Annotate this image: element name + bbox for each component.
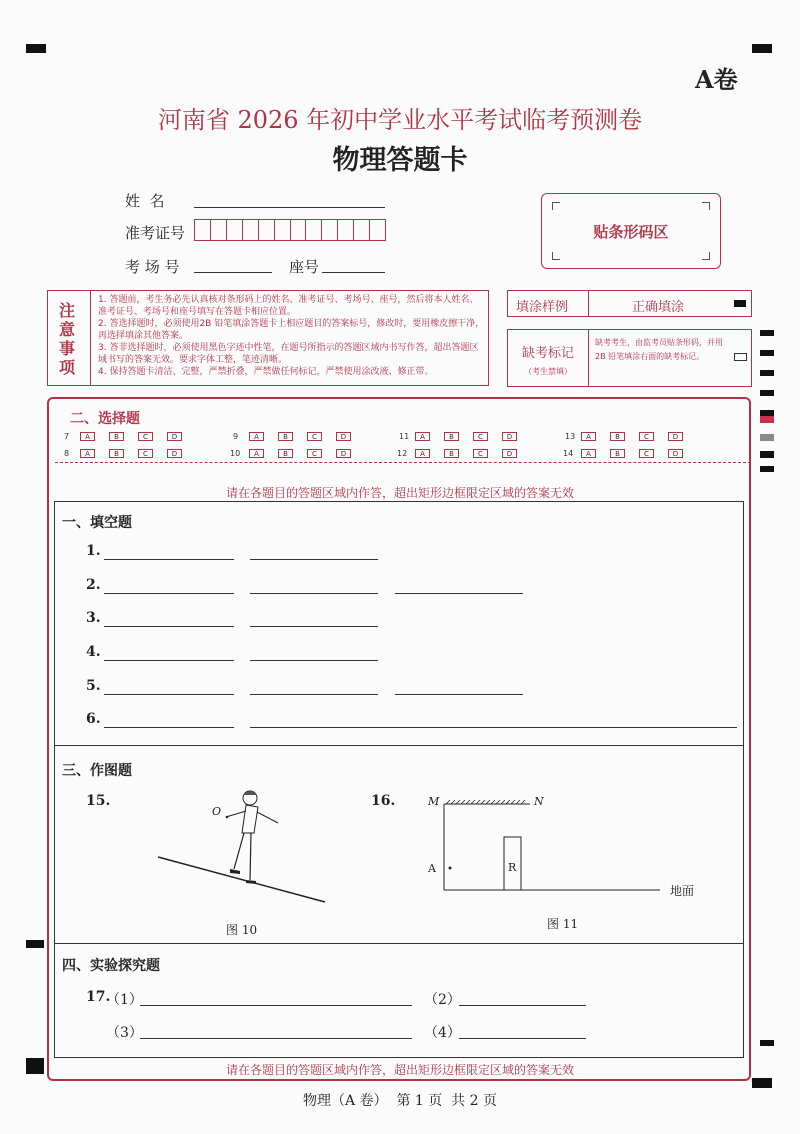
barcode-area: [541, 193, 721, 269]
part-2-label: （2）: [424, 992, 461, 1008]
option-bubble[interactable]: D: [668, 449, 683, 458]
point-o-label: O: [212, 805, 222, 818]
notice-item: 1. 答题前，考生务必先认真核对条形码上的姓名、准考证号、考场号、座号，然后将本人姓名、准考证号、考场号和座号填写在答题卡相应位置。: [98, 295, 479, 317]
option-bubble[interactable]: C: [639, 449, 654, 458]
answer-line[interactable]: [250, 559, 378, 560]
fill-example-box: [507, 290, 752, 317]
drawing-title: 三、作图题: [62, 763, 132, 779]
answer-line[interactable]: [250, 660, 378, 661]
option-bubble[interactable]: C: [307, 432, 322, 441]
name-label: 姓 名: [125, 192, 165, 210]
blank-number: 3.: [86, 610, 101, 626]
answer-line[interactable]: [104, 727, 234, 728]
notice-item: 2. 答选择题时，必须使用2B 铅笔填涂答题卡上相应题目的答案标号，修改时，要用橡皮擦干净，再选择填涂其他答案。: [98, 319, 485, 341]
answer-line[interactable]: [140, 1005, 412, 1006]
label-n: N: [534, 795, 544, 808]
option-bubble[interactable]: D: [336, 449, 351, 458]
experiment-title: 四、实验探究题: [62, 958, 160, 974]
option-bubble[interactable]: D: [668, 432, 683, 441]
option-bubble[interactable]: B: [444, 432, 459, 441]
part-4-label: （4）: [424, 1025, 461, 1041]
part-3-label: （3）: [106, 1025, 143, 1041]
question-number: 14: [563, 449, 574, 458]
option-bubble[interactable]: B: [109, 449, 124, 458]
option-bubble[interactable]: A: [249, 432, 264, 441]
figure-10-caption: 图 10: [226, 923, 258, 937]
blank-number: 2.: [86, 577, 101, 593]
option-bubble[interactable]: D: [167, 449, 182, 458]
card-title: 物理答题卡: [332, 145, 468, 176]
option-bubble[interactable]: A: [415, 432, 430, 441]
blank-number: 6.: [86, 711, 101, 727]
answer-line[interactable]: [250, 727, 737, 728]
answer-line[interactable]: [104, 660, 234, 661]
answer-line[interactable]: [459, 1005, 586, 1006]
answer-line[interactable]: [104, 593, 234, 594]
absent-sub: （考生禁填）: [524, 367, 572, 376]
option-bubble[interactable]: D: [336, 432, 351, 441]
option-bubble[interactable]: B: [610, 449, 625, 458]
paper-type: A卷: [695, 65, 738, 94]
option-bubble[interactable]: A: [80, 432, 95, 441]
question-number: 8: [64, 449, 70, 458]
notice-title: 注意事项: [58, 301, 75, 377]
answer-area-warning: 请在各题目的答题区域内作答，超出矩形边框限定区域的答案无效: [225, 486, 574, 500]
name-field[interactable]: [194, 207, 385, 208]
question-number: 9: [233, 432, 239, 441]
choice-title: 二、选择题: [70, 411, 140, 427]
divider: [54, 943, 744, 944]
seat-field[interactable]: [322, 272, 385, 273]
option-bubble[interactable]: C: [138, 432, 153, 441]
blank-number: 4.: [86, 644, 101, 660]
option-bubble[interactable]: C: [473, 449, 488, 458]
answer-line[interactable]: [250, 593, 378, 594]
divider: [54, 745, 744, 746]
room-label: 考 场 号: [125, 258, 180, 276]
option-bubble[interactable]: A: [415, 449, 430, 458]
question-17-number: 17.: [86, 989, 111, 1005]
absent-box: [507, 329, 752, 387]
absent-label: 缺考标记: [521, 346, 574, 361]
blank-number: 5.: [86, 678, 101, 694]
blank-number: 1.: [86, 543, 101, 559]
label-r: R: [508, 861, 517, 874]
filled-mark: [734, 300, 746, 307]
option-bubble[interactable]: B: [278, 432, 293, 441]
exam-title: 河南省 2026 年初中学业水平考试临考预测卷: [157, 106, 643, 134]
option-bubble[interactable]: A: [249, 449, 264, 458]
option-bubble[interactable]: A: [80, 449, 95, 458]
answer-line[interactable]: [395, 593, 523, 594]
absent-mark[interactable]: [734, 353, 747, 361]
figure-11-caption: 图 11: [547, 917, 579, 931]
answer-line[interactable]: [104, 626, 234, 627]
answer-line[interactable]: [459, 1038, 586, 1039]
absent-desc: 缺考考生，由监考员贴条形码，并用 2B 铅笔填涂右面的缺考标记。: [595, 338, 723, 361]
answer-line[interactable]: [250, 694, 378, 695]
question-number: 7: [64, 432, 70, 441]
answer-line[interactable]: [250, 626, 378, 627]
option-bubble[interactable]: A: [581, 449, 596, 458]
fill-example-value: 正确填涂: [632, 300, 685, 315]
answer-line[interactable]: [104, 694, 234, 695]
seat-label: 座号: [289, 258, 320, 276]
answer-line[interactable]: [395, 694, 523, 695]
answer-line[interactable]: [140, 1038, 412, 1039]
option-bubble[interactable]: D: [502, 449, 517, 458]
answer-line[interactable]: [104, 559, 234, 560]
option-bubble[interactable]: C: [473, 432, 488, 441]
notice-item: 3. 答非选择题时，必须使用黑色字迹中性笔，在题号所指示的答题区域内书写作答，超出答题区域书写的答案无效。要求字体工整，笔迹清晰。: [98, 343, 479, 365]
figure-10: [150, 785, 340, 915]
question-number: 13: [565, 432, 576, 441]
notice-box: [47, 290, 489, 386]
label-a: A: [428, 862, 436, 875]
question-15-number: 15.: [86, 793, 111, 809]
option-bubble[interactable]: C: [307, 449, 322, 458]
ground-label: 地面: [670, 884, 695, 898]
option-bubble[interactable]: A: [581, 432, 596, 441]
page-footer: 物理（A 卷） 第 1 页 共 2 页: [303, 1093, 497, 1109]
question-number: 11: [399, 432, 410, 441]
option-bubble[interactable]: D: [167, 432, 182, 441]
figure-11: [420, 790, 710, 900]
id-field[interactable]: [194, 219, 386, 241]
option-bubble[interactable]: B: [610, 432, 625, 441]
id-label: 准考证号: [125, 224, 186, 242]
notice-item: 4. 保持答题卡清洁、完整，严禁折叠，严禁做任何标记，严禁使用涂改液、修正带。: [98, 367, 434, 377]
question-number: 10: [230, 449, 241, 458]
barcode-label: 贴条形码区: [593, 223, 669, 241]
question-16-number: 16.: [371, 793, 396, 809]
room-field[interactable]: [194, 272, 272, 273]
fill-example-label: 填涂样例: [516, 300, 569, 315]
label-m: M: [428, 795, 440, 808]
answer-area-warning: 请在各题目的答题区域内作答，超出矩形边框限定区域的答案无效: [225, 1063, 574, 1077]
option-bubble[interactable]: B: [278, 449, 293, 458]
fill-blank-title: 一、填空题: [62, 515, 132, 531]
option-bubble[interactable]: D: [502, 432, 517, 441]
option-bubble[interactable]: B: [109, 432, 124, 441]
part-1-label: （1）: [106, 992, 143, 1008]
option-bubble[interactable]: C: [639, 432, 654, 441]
option-bubble[interactable]: B: [444, 449, 459, 458]
option-bubble[interactable]: C: [138, 449, 153, 458]
question-number: 12: [397, 449, 408, 458]
